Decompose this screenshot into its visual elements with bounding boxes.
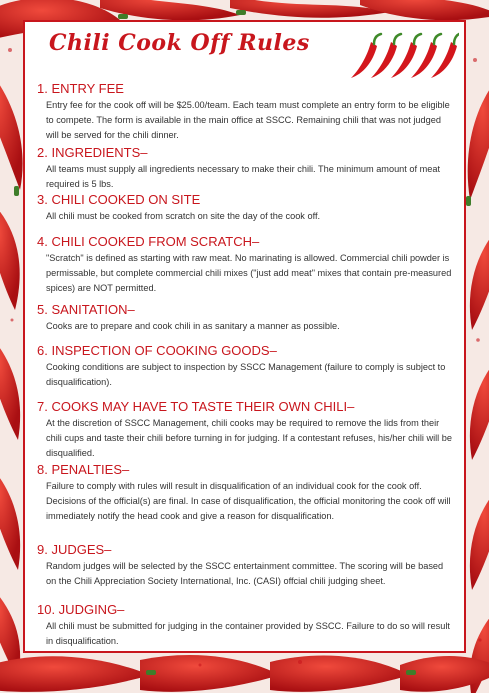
- rule-text: Cooking conditions are subject to inspection by SSCC Management (failure to comply is subject to disqualification).: [46, 362, 446, 387]
- rule-heading: 8. PENALTIES–: [37, 462, 130, 477]
- rule-4: [37, 234, 455, 296]
- rule-9: [37, 542, 455, 589]
- rule-3: [37, 192, 455, 224]
- rule-heading: 5. SANITATION–: [37, 302, 135, 317]
- rule-text: Entry fee for the cook off will be $25.00/team. Each team must complete an entry form to be eligible to compete. The form is available in the main office at SSCC. Remaining chili that was not judged will be served for the chili dinner.: [46, 100, 450, 140]
- rule-heading: 3. CHILI COOKED ON SITE: [37, 192, 201, 207]
- rule-text: All chili must be cooked from scratch on site the day of the cook off.: [46, 211, 321, 221]
- rule-6: [37, 343, 455, 390]
- rule-heading: 9. JUDGES–: [37, 542, 112, 557]
- rule-text: All chili must be submitted for judging in the container provided by SSCC. Failure to do so will result in disqualification.: [46, 621, 450, 646]
- rule-7: [37, 399, 455, 461]
- rule-text: Cooks are to prepare and cook chili in as sanitary a manner as possible.: [46, 321, 340, 331]
- rule-8: [37, 462, 455, 524]
- rule-heading: 4. CHILI COOKED FROM SCRATCH–: [37, 234, 260, 249]
- rule-text: All teams must supply all ingredients necessary to make their chili. The minimum amount of meat required is 5 lbs.: [46, 164, 441, 189]
- rule-2: [37, 145, 455, 192]
- rule-heading: 1. ENTRY FEE: [37, 81, 124, 96]
- rule-text: "Scratch" is defined as starting with raw meat. No marinating is allowed. Commercial chili powder is permissable, but complete commercial chili mixes ("just add meat" mixes that contain pre-measured spices) are NOT permitted.: [46, 253, 452, 293]
- rule-text: At the discretion of SSCC Management, chili cooks may be required to remove the lids from their chili cups and taste their chili before turning in for judging. If a contestant refuses, his/her chili will be disqualified.: [46, 418, 452, 458]
- chili-peppers-icon: [347, 32, 459, 82]
- rule-text: Failure to comply with rules will result in disqualification of an individual cook for the cook off. Decisions of the official(s) are final. In case of disqualification, the official monitoring the cook off will immediately notify the head cook and give a reason for disqualification.: [46, 481, 451, 521]
- page-title: Chili Cook Off Rules: [49, 30, 310, 56]
- rule-1: [37, 81, 455, 143]
- rule-text: Random judges will be selected by the SSCC entertainment committee. The scoring will be based on the Chili Appreciation Society International, Inc. (CASI) offcial chili judging sheet.: [46, 561, 444, 586]
- rule-heading: 7. COOKS MAY HAVE TO TASTE THEIR OWN CHILI–: [37, 399, 355, 414]
- rule-heading: 6. INSPECTION OF COOKING GOODS–: [37, 343, 277, 358]
- rules-panel: [23, 20, 466, 653]
- rule-10: [37, 602, 455, 649]
- rule-5: [37, 302, 455, 334]
- rule-heading: 2. INGREDIENTS–: [37, 145, 148, 160]
- rule-heading: 10. JUDGING–: [37, 602, 125, 617]
